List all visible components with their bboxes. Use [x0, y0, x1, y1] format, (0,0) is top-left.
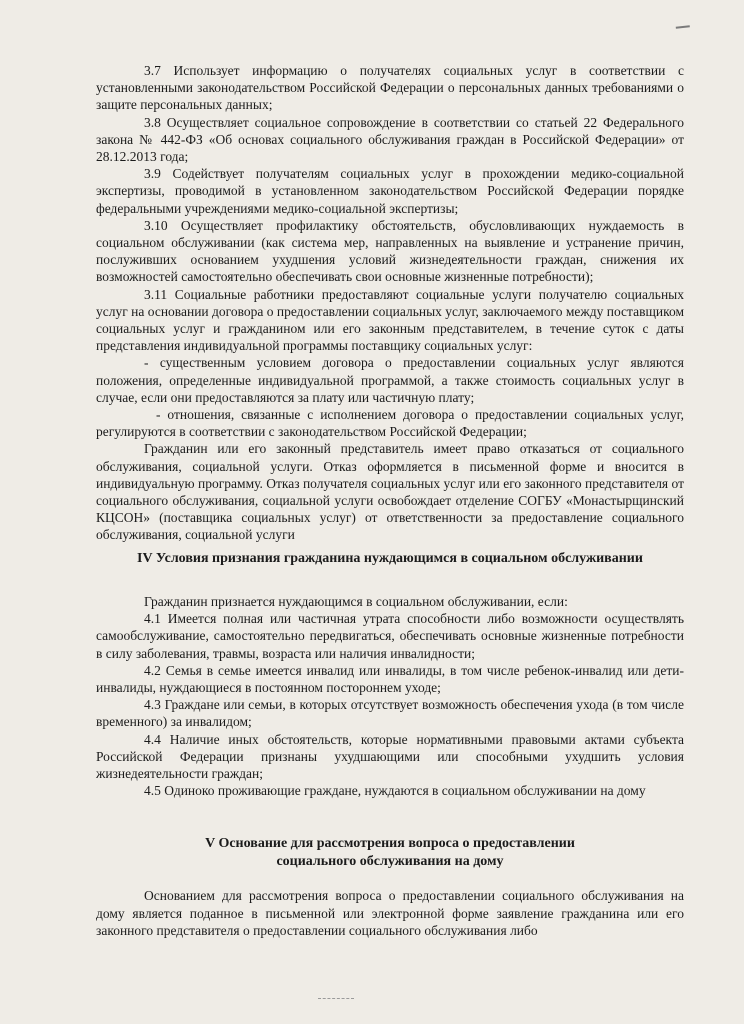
paragraph-contract-relations: - отношения, связанные с исполнением договора о предоставлении социальных услуг, регулируются в соответствии с законодательством Российской Федерации; — [96, 407, 684, 440]
paragraph-4-1: 4.1 Имеется полная или частичная утрата способности либо возможности осуществлять самообслуживание, самостоятельно передвигаться, обеспечивать основные жизненные потребности в силу заболевания, травмы, возраста или наличия инвалидности; — [96, 611, 684, 661]
section-4-heading: IV Условия признания гражданина нуждающимся в социальном обслуживании — [137, 550, 643, 566]
section-5-heading — [96, 835, 684, 871]
document-body — [96, 62, 684, 939]
paragraph-4-4: 4.4 Наличие иных обстоятельств, которые нормативными правовыми актами субъекта Российской Федерации признаны ухудшающими или способными ухудшить условия жизнедеятельности граждан; — [96, 731, 684, 781]
paragraph-3-8: 3.8 Осуществляет социальное сопровождение в соответствии со статьей 22 Федерального закона № 442-ФЗ «Об основах социального обслуживания граждан в Российской Федерации» от 28.12.2013 года; — [96, 114, 684, 165]
paragraph-3-9: 3.9 Содействует получателям социальных услуг в прохождении медико-социальной экспертизы, проводимой в установленном законодательством Российской Федерации порядке федеральными учреждениями медико-социальной экспертизы; — [96, 166, 684, 216]
paragraph-3-10: 3.10 Осуществляет профилактику обстоятельств, обусловливающих нуждаемость в социальном обслуживании (как система мер, направленных на выявление и устранение причин, послуживших основанием ухудшения условий жизнедеятельности граждан, снижения их возможностей самостоятельно обеспечивать свои основные жизненные потребности); — [96, 217, 684, 285]
paragraph-3-7: 3.7 Использует информацию о получателях социальных услуг в соответствии с установленными законодательством Российской Федерации о персональных данных требованиями о защите персональных данных; — [96, 63, 684, 113]
page-corner-mark — [676, 25, 691, 32]
paragraph-refusal: Гражданин или его законный представитель имеет право отказаться от социального обслуживания, социальной услуги. Отказ оформляется в письменной форме и вносится в индивидуальную программу. Отказ получателя социальных услуг или его законного представителя от социального обслуживания, социальной услуги освобождает отделение СОГБУ «Монастырщинский КЦСОН» (поставщика социальных услуг) от ответственности за предоставление социального обслуживания, социальной услуги — [96, 441, 684, 543]
paragraph-4-3: 4.3 Граждане или семьи, в которых отсутствует возможность обеспечения ухода (в том числе временного) за инвалидом; — [96, 697, 684, 730]
paragraph-contract-terms: - существенным условием договора о предоставлении социальных услуг являются положения, определенные индивидуальной программой, а также стоимость социальных услуг в случае, если они предоставляются за плату или частичную плату; — [96, 355, 684, 405]
paragraph-5-basis: Основанием для рассмотрения вопроса о предоставлении социального обслуживания на дому является поданное в письменной или электронной форме заявление гражданина или его законного представителя о предоставлении социального обслуживания либо — [96, 888, 684, 938]
paragraph-4-intro: Гражданин признается нуждающимся в социальном обслуживании, если: — [144, 593, 568, 609]
section-5-heading-line-1: V Основание для рассмотрения вопроса о предоставлении — [205, 836, 575, 852]
paragraph-3-11: 3.11 Социальные работники предоставляют социальные услуги получателю социальных услуг на основании договора о предоставлении социальных услуг, заключаемого между поставщиком социальных услуг и гражданином или его законным представителем, в течение суток с даты представления индивидуальной программы поставщику социальных услуг: — [96, 286, 684, 354]
spacer — [96, 579, 684, 593]
paragraph-4-2: 4.2 Семья в семье имеется инвалид или инвалиды, в том числе ребенок-инвалид или дети-инвалиды, нуждающиеся в постоянном постороннем уходе; — [96, 662, 684, 695]
paragraph-4-5: 4.5 Одиноко проживающие граждане, нуждаются в социальном обслуживании на дому — [144, 783, 646, 799]
section-5-heading-line-2: социального обслуживания на дому — [276, 854, 504, 870]
page-bottom-mark — [318, 990, 354, 999]
